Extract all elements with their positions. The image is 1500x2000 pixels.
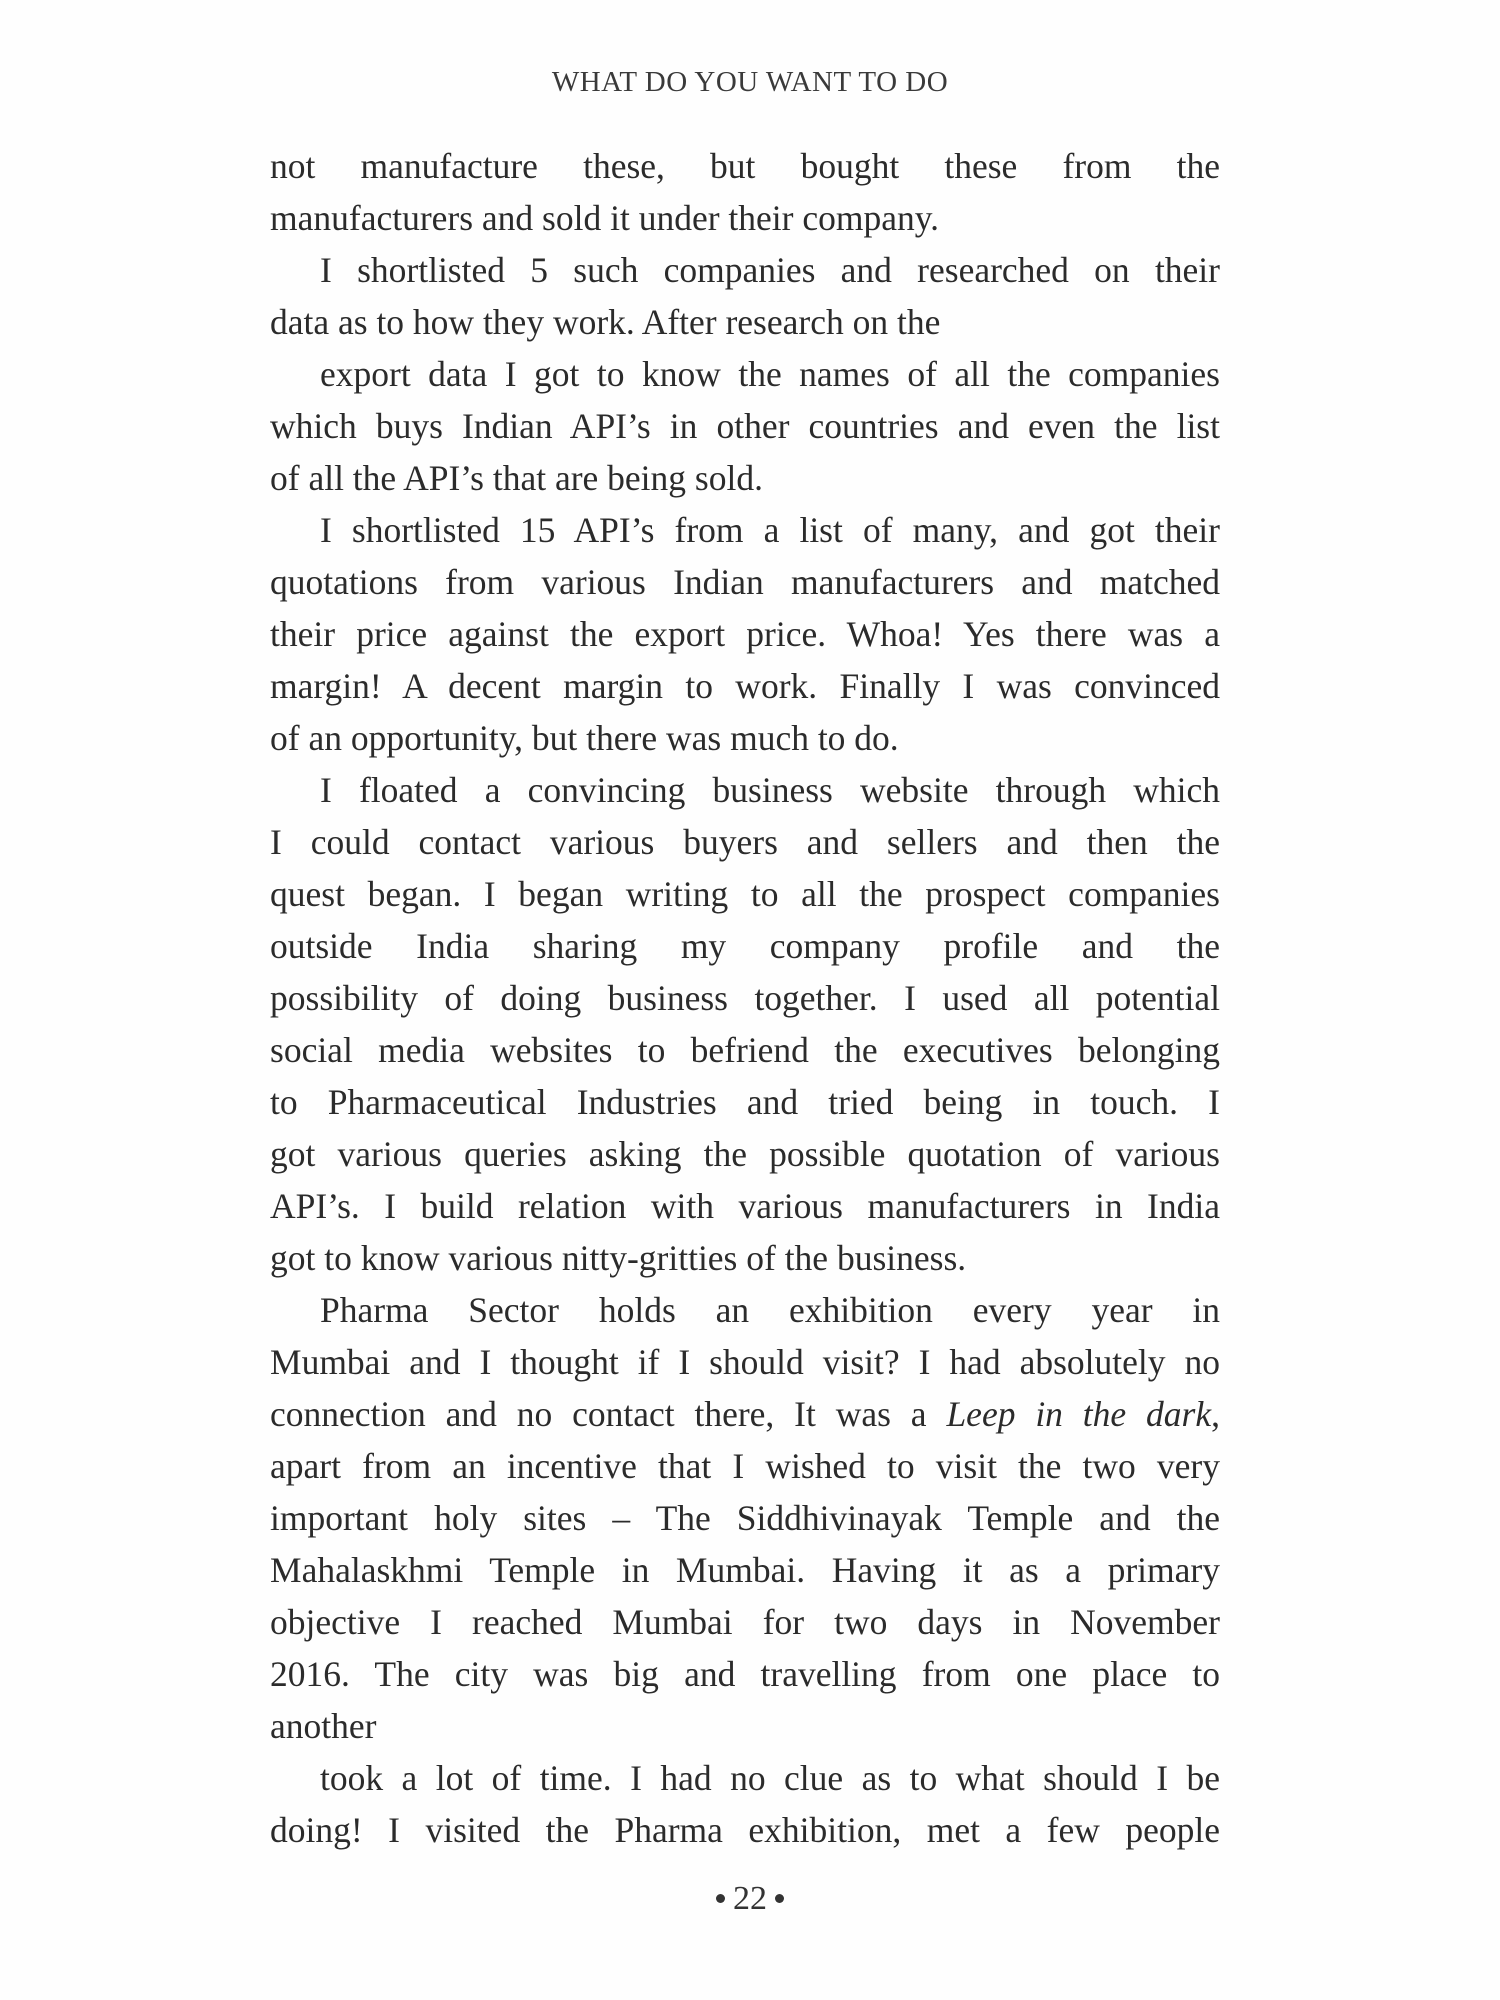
text-line: I shortlisted 5 such companies and researched on their [320, 250, 1220, 290]
running-header: WHAT DO YOU WANT TO DO [551, 66, 949, 98]
text-line: export data I got to know the names of all the companies [320, 354, 1220, 394]
text-line: manufacturers and sold it under their company. [270, 198, 940, 238]
text-line: I could contact various buyers and sellers and then the [270, 822, 1220, 862]
text-line: margin! A decent margin to work. Finally I was convinced [270, 666, 1220, 706]
text-line: which buys Indian API’s in other countries and even the list [270, 406, 1220, 446]
text-line: quest began. I began writing to all the prospect companies [270, 874, 1220, 914]
text-line: I floated a convincing business website through which [320, 770, 1220, 810]
page-number: 22 [733, 1880, 767, 1917]
text-line: objective I reached Mumbai for two days in November [270, 1602, 1220, 1642]
text-line: got to know various nitty-gritties of the business. [270, 1238, 967, 1278]
text-line: of all the API’s that are being sold. [270, 458, 763, 498]
page-number-footer [0, 1880, 1500, 1918]
text-line: apart from an incentive that I wished to visit the two very [270, 1446, 1220, 1486]
text-line: data as to how they work. After research on the [270, 302, 941, 342]
text-line: connection and no contact there, It was a Leep in the dark, [270, 1394, 1220, 1434]
bullet-left-icon [716, 1894, 725, 1903]
text-line: 2016. The city was big and travelling from one place to [270, 1654, 1220, 1694]
text-line: possibility of doing business together. I used all potential [270, 978, 1220, 1018]
text-line: their price against the export price. Whoa! Yes there was a [270, 614, 1220, 654]
body-text [270, 140, 1220, 1856]
text-line: not manufacture these, but bought these from the [270, 146, 1220, 186]
text-line: took a lot of time. I had no clue as to what should I be [320, 1758, 1220, 1798]
text-line: Mahalaskhmi Temple in Mumbai. Having it as a primary [270, 1550, 1220, 1590]
text-line: another [270, 1706, 377, 1746]
text-line: of an opportunity, but there was much to do. [270, 718, 899, 758]
text-line: Pharma Sector holds an exhibition every year in [320, 1290, 1220, 1330]
bullet-right-icon [775, 1894, 784, 1903]
text-line: social media websites to befriend the executives belonging [270, 1030, 1220, 1070]
text-line: quotations from various Indian manufacturers and matched [270, 562, 1220, 602]
text-line: doing! I visited the Pharma exhibition, met a few people [270, 1810, 1220, 1850]
text-line: API’s. I build relation with various manufacturers in India [270, 1186, 1220, 1226]
text-line: Mumbai and I thought if I should visit? I had absolutely no [270, 1342, 1220, 1382]
text-line: I shortlisted 15 API’s from a list of many, and got their [320, 510, 1220, 550]
text-line: outside India sharing my company profile and the [270, 926, 1220, 966]
text-line: got various queries asking the possible quotation of various [270, 1134, 1220, 1174]
text-line: to Pharmaceutical Industries and tried being in touch. I [270, 1082, 1220, 1122]
text-line: important holy sites – The Siddhivinayak Temple and the [270, 1498, 1220, 1538]
